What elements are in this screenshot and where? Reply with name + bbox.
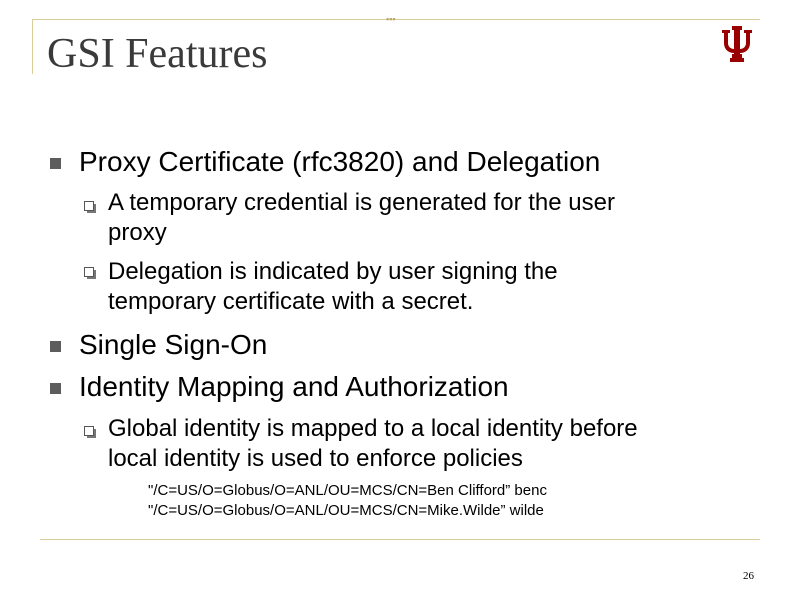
sub-bullet-marker: [84, 201, 94, 211]
sub-bullet-marker: [84, 426, 94, 436]
bullet-single-sign-on: Single Sign-On: [79, 329, 268, 360]
slide-title: GSI Features: [47, 31, 268, 77]
sub-bullet-line: proxy: [108, 219, 167, 246]
bullet-proxy-certificate: Proxy Certificate (rfc3820) and Delegation: [79, 146, 601, 177]
sub-bullet-line: Delegation is indicated by user signing the: [108, 258, 558, 285]
top-frame-line: [32, 19, 760, 20]
frame-ornament: ▪▪▪: [386, 14, 396, 24]
sub-bullet-temporary-credential: [108, 188, 615, 248]
sub-bullet-marker: [84, 267, 94, 277]
indiana-trident-logo-icon: [720, 24, 754, 64]
sub-bullet-line: A temporary credential is generated for the user: [108, 189, 615, 216]
sub-bullet-delegation: [108, 257, 558, 317]
sub-bullet-global-identity: [108, 414, 638, 474]
bullet-marker: [50, 158, 61, 169]
sub-bullet-line: local identity is used to enforce policies: [108, 445, 523, 472]
bullet-marker: [50, 341, 61, 352]
sub-bullet-line: temporary certificate with a secret.: [108, 288, 474, 315]
bullet-identity-mapping: Identity Mapping and Authorization: [79, 371, 509, 402]
sub-bullet-line: Global identity is mapped to a local identity before: [108, 415, 638, 442]
page-number: 26: [743, 570, 754, 582]
mapping-example-wilde: "/C=US/O=Globus/O=ANL/OU=MCS/CN=Mike.Wilde” wilde: [148, 502, 544, 519]
left-frame-line: [32, 19, 33, 74]
bullet-marker: [50, 383, 61, 394]
mapping-example-benc: "/C=US/O=Globus/O=ANL/OU=MCS/CN=Ben Clifford” benc: [148, 482, 547, 499]
footer-divider: [40, 539, 760, 540]
